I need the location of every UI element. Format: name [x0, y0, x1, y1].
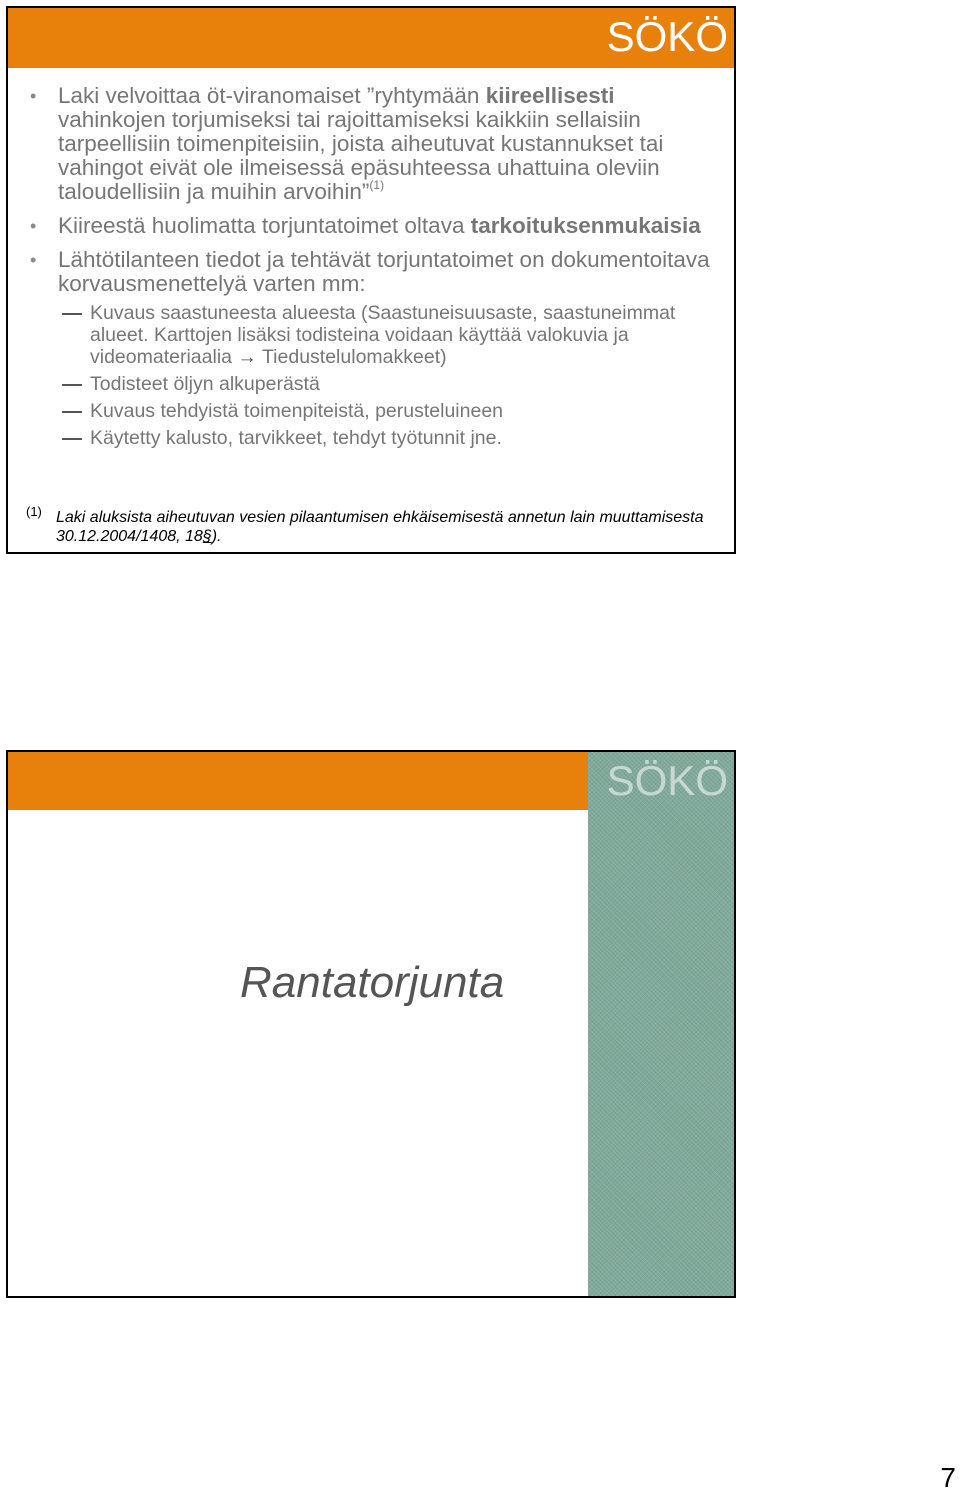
brand-logo: SÖKÖ: [606, 757, 728, 804]
footnote-ref: (1): [369, 178, 385, 192]
bullet-strong-text: tarkoituksenmukaisia: [470, 213, 701, 238]
arrow-right-icon: →: [237, 346, 257, 368]
sub-list-item: [26, 373, 726, 395]
bullet-text: Kiireestä huolimatta torjuntatoimet oltava: [58, 213, 471, 238]
bullet-text: Lähtötilanteen tiedot ja tehtävät torjuntatoimet on dokumentoitava korvausmenettelyä varten mm:: [58, 247, 710, 296]
sub-item-text: Kuvaus saastuneesta alueesta (Saastuneisuusaste, saastuneimmat alueet. Karttojen lisäksi todisteina voidaan käyttää valokuvia ja videomateriaalia: [90, 302, 676, 368]
bullet-strong-text: kiireellisesti: [485, 83, 615, 108]
slide-header-bar: [8, 8, 734, 68]
footnote: [26, 504, 726, 546]
sub-item-text: Tiedustelulomakkeet): [256, 346, 447, 368]
slide-2: [6, 750, 736, 1298]
footnote-section-sign: §: [202, 528, 212, 545]
bullet-item: [26, 84, 726, 204]
sub-item-text: Kuvaus tehdyistä toimenpiteistä, perusteluineen: [90, 400, 504, 422]
sub-list-item: [26, 400, 726, 422]
footnote-end: ).: [211, 528, 222, 545]
slide-body: [26, 84, 726, 454]
slide-title: Rantatorjunta: [240, 958, 505, 1007]
bullet-item: [26, 214, 726, 238]
brand-logo: SÖKÖ: [606, 13, 728, 60]
sub-list-item: [26, 427, 726, 449]
sub-list-item: [26, 302, 726, 368]
footnote-mark: (1): [26, 504, 42, 519]
sub-item-text: Todisteet öljyn alkuperästä: [90, 373, 320, 395]
bullet-text: Laki velvoittaa öt-viranomaiset ”ryhtymään: [58, 83, 486, 108]
sub-item-text: Käytetty kalusto, tarvikkeet, tehdyt työtunnit jne.: [90, 427, 502, 449]
brand-panel: [588, 752, 734, 1296]
bullet-text: vahinkojen torjumiseksi tai rajoittamiseksi kaikkiin sellaisiin tarpeellisiin toimenpiteisiin, joista aiheutuvat kustannukset tai vahingot eivät ole ilmeisessä epäsuhteessa uhattuina oleviin taloudellisiin ja muihin arvoihin”: [58, 107, 664, 204]
footnote-text: Laki aluksista aiheutuvan vesien pilaantumisen ehkäisemisestä annetun lain muuttamisesta 30.12.2004/1408, 18: [56, 509, 704, 545]
bullet-item: [26, 248, 726, 296]
slide-1: [6, 6, 736, 554]
page-number: 7: [940, 1462, 956, 1493]
